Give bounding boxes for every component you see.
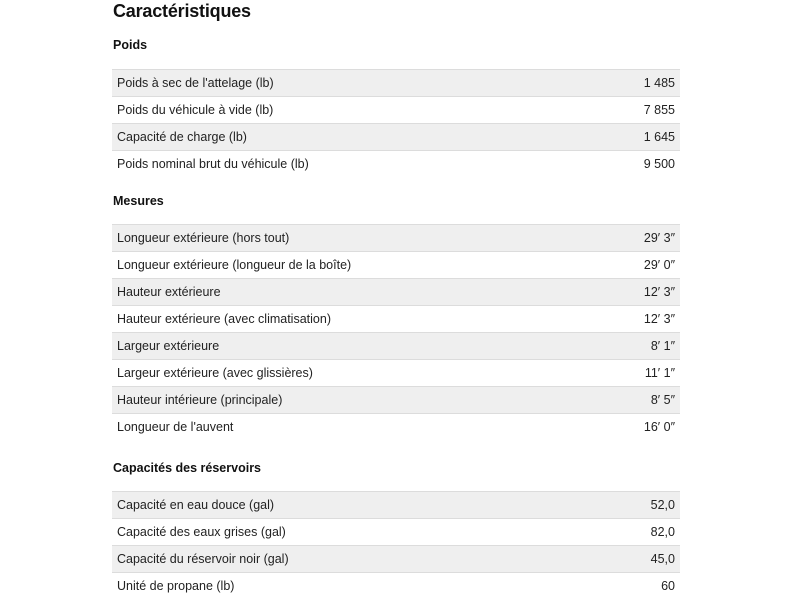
spec-value: 60: [661, 579, 675, 594]
spec-label: Hauteur intérieure (principale): [117, 393, 283, 407]
spec-value: 12′ 3″: [643, 312, 675, 326]
spec-value: 29′ 0″: [643, 258, 675, 272]
spec-value: 1 645: [643, 130, 675, 144]
spec-label: Poids à sec de l'attelage (lb): [117, 76, 274, 90]
spec-value: 16′ 0″: [643, 420, 675, 435]
spec-table-poids: [112, 69, 680, 178]
spec-value: 29′ 3″: [643, 231, 675, 245]
table-row: [112, 519, 680, 546]
spec-label: Largeur extérieure (avec glissières): [117, 366, 313, 380]
spec-label: Unité de propane (lb): [117, 579, 235, 594]
table-row: [112, 225, 680, 252]
spec-label: Longueur extérieure (hors tout): [117, 231, 290, 245]
section-title-capacites: Capacités des réservoirs: [113, 461, 262, 475]
spec-value: 8′ 1″: [650, 339, 675, 353]
spec-label: Poids nominal brut du véhicule (lb): [117, 157, 309, 172]
table-row: [112, 573, 680, 600]
spec-table-capacites: [112, 491, 680, 600]
spec-value: 11′ 1″: [644, 366, 675, 380]
spec-label: Poids du véhicule à vide (lb): [117, 103, 274, 117]
table-row: [112, 97, 680, 124]
table-row: [112, 546, 680, 573]
spec-label: Hauteur extérieure (avec climatisation): [117, 312, 331, 326]
spec-label: Largeur extérieure: [117, 339, 220, 353]
spec-table-mesures: [112, 224, 680, 441]
spec-label: Capacité du réservoir noir (gal): [117, 552, 289, 566]
spec-value: 82,0: [650, 525, 675, 539]
table-row: [112, 306, 680, 333]
table-row: [112, 360, 680, 387]
spec-label: Capacité de charge (lb): [117, 130, 247, 144]
table-row: [112, 151, 680, 178]
spec-label: Longueur de l'auvent: [117, 420, 234, 435]
spec-value: 45,0: [650, 552, 675, 566]
table-row: [112, 279, 680, 306]
table-row: [112, 124, 680, 151]
table-row: [112, 414, 680, 441]
table-row: [112, 252, 680, 279]
table-row: [112, 70, 680, 97]
spec-value: 12′ 3″: [643, 285, 675, 299]
spec-label: Longueur extérieure (longueur de la boîte): [117, 258, 352, 272]
spec-value: 9 500: [643, 157, 675, 172]
page-title: Caractéristiques: [113, 1, 251, 21]
spec-label: Capacité en eau douce (gal): [117, 498, 275, 512]
spec-value: 7 855: [643, 103, 675, 117]
section-title-poids: Poids: [113, 38, 148, 52]
table-row: [112, 492, 680, 519]
spec-value: 8′ 5″: [650, 393, 675, 407]
table-row: [112, 333, 680, 360]
spec-label: Capacité des eaux grises (gal): [117, 525, 286, 539]
table-row: [112, 387, 680, 414]
section-title-mesures: Mesures: [113, 194, 164, 208]
spec-value: 1 485: [643, 76, 675, 90]
spec-value: 52,0: [650, 498, 675, 512]
spec-label: Hauteur extérieure: [117, 285, 221, 299]
